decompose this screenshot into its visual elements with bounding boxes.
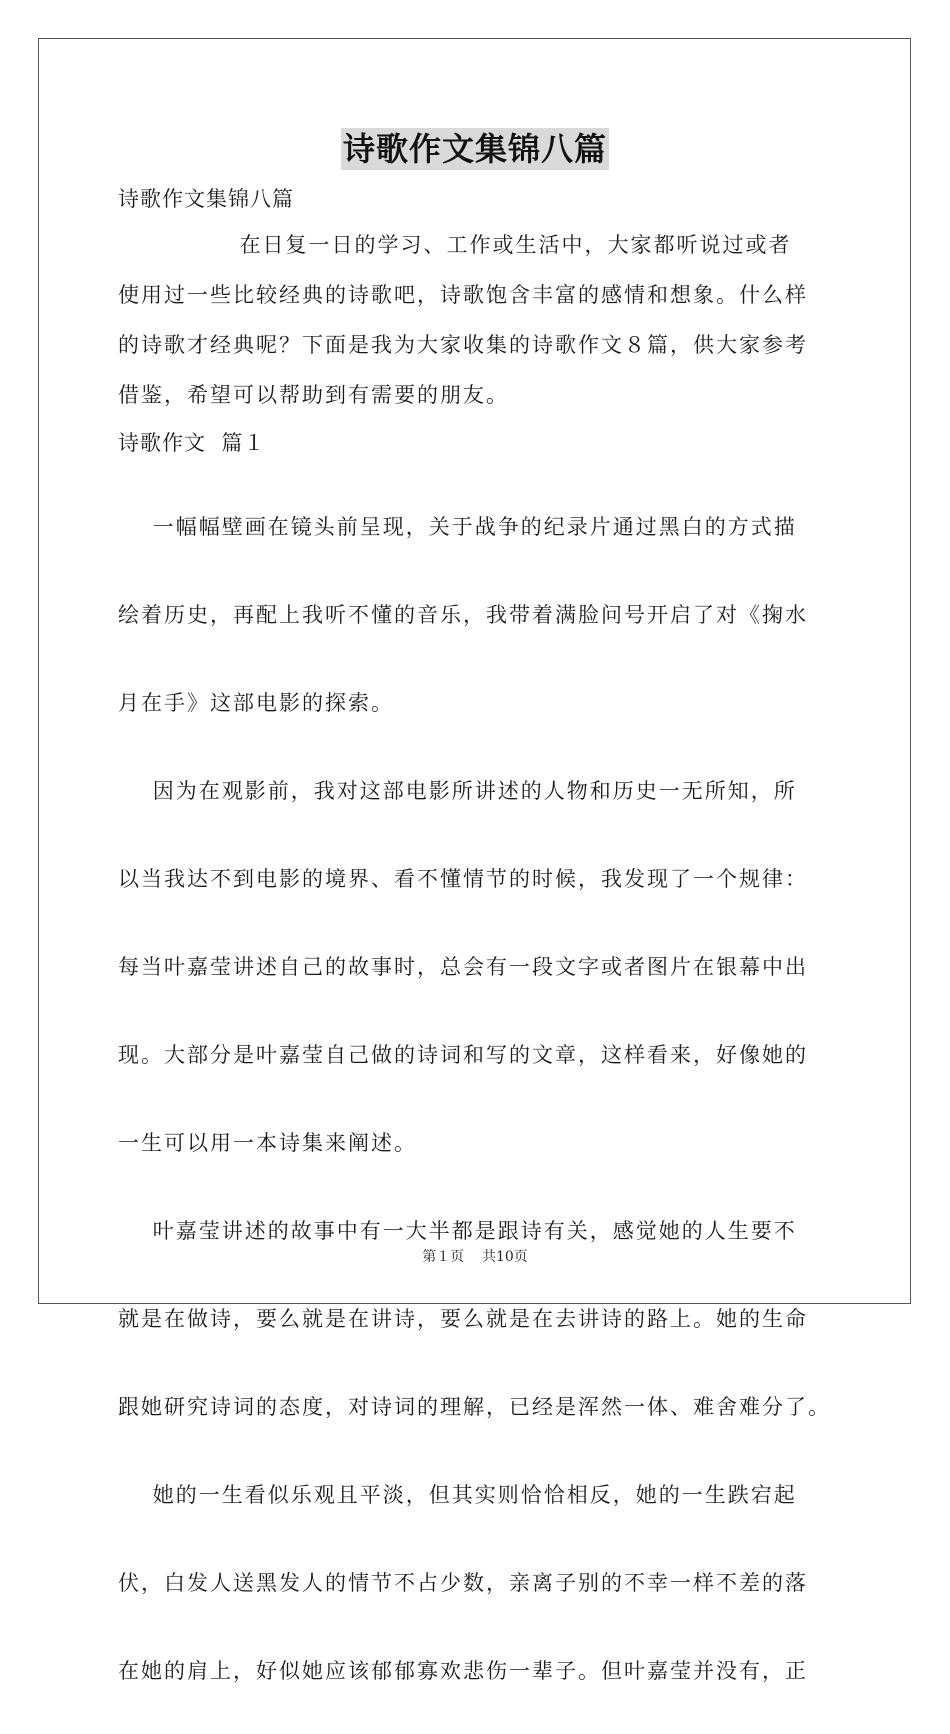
text-line: 跟她研究诗词的态度，对诗词的理解，已经是浑然一体、难舍难分了。: [118, 1395, 831, 1419]
document-subtitle: 诗歌作文集锦八篇: [118, 187, 294, 211]
text-line: 使用过一些比较经典的诗歌吧，诗歌饱含丰富的感情和想象。什么样: [118, 283, 808, 307]
section-heading: 诗歌作文 篇１: [118, 431, 266, 455]
page-number: 第１页 共10页: [422, 1249, 528, 1265]
text-line: 月在手》这部电影的探索。: [118, 691, 394, 715]
text-line: 每当叶嘉莹讲述自己的故事时，总会有一段文字或者图片在银幕中出: [118, 955, 808, 979]
text-line: 绘着历史，再配上我听不懂的音乐，我带着满脸问号开启了对《掬水: [118, 603, 808, 627]
title-area: [0, 128, 950, 170]
text-line: 伏，白发人送黑发人的情节不占少数，亲离子别的不幸一样不差的落: [118, 1571, 808, 1595]
text-line: 因为在观影前，我对这部电影所讲述的人物和历史一无所知，所: [118, 779, 797, 803]
text-line: 在她的肩上，好似她应该郁郁寡欢悲伤一辈子。但叶嘉莹并没有，正: [118, 1659, 808, 1683]
text-line: 的诗歌才经典呢？下面是我为大家收集的诗歌作文８篇，供大家参考: [118, 333, 808, 357]
text-line: 现。大部分是叶嘉莹自己做的诗词和写的文章，这样看来，好像她的: [118, 1043, 808, 1067]
text-line: 借鉴，希望可以帮助到有需要的朋友。: [118, 383, 509, 407]
section-body: [118, 464, 838, 1734]
intro-paragraph: [118, 220, 838, 420]
text-line: 一生可以用一本诗集来阐述。: [118, 1131, 417, 1155]
text-line: 就是在做诗，要么就是在讲诗，要么就是在去讲诗的路上。她的生命: [118, 1307, 808, 1331]
text-line: 在日复一日的学习、工作或生活中，大家都听说过或者: [118, 233, 792, 257]
text-line: 叶嘉莹讲述的故事中有一大半都是跟诗有关，感觉她的人生要不: [118, 1219, 797, 1243]
page-footer: [0, 1246, 950, 1266]
document-title: 诗歌作文集锦八篇: [342, 130, 607, 168]
text-line: 一幅幅壁画在镜头前呈现，关于战争的纪录片通过黑白的方式描: [118, 515, 797, 539]
text-line: 以当我达不到电影的境界、看不懂情节的时候，我发现了一个规律：: [118, 867, 808, 891]
document-body: [118, 178, 838, 1734]
text-line: 她的一生看似乐观且平淡，但其实则恰恰相反，她的一生跌宕起: [118, 1483, 797, 1507]
